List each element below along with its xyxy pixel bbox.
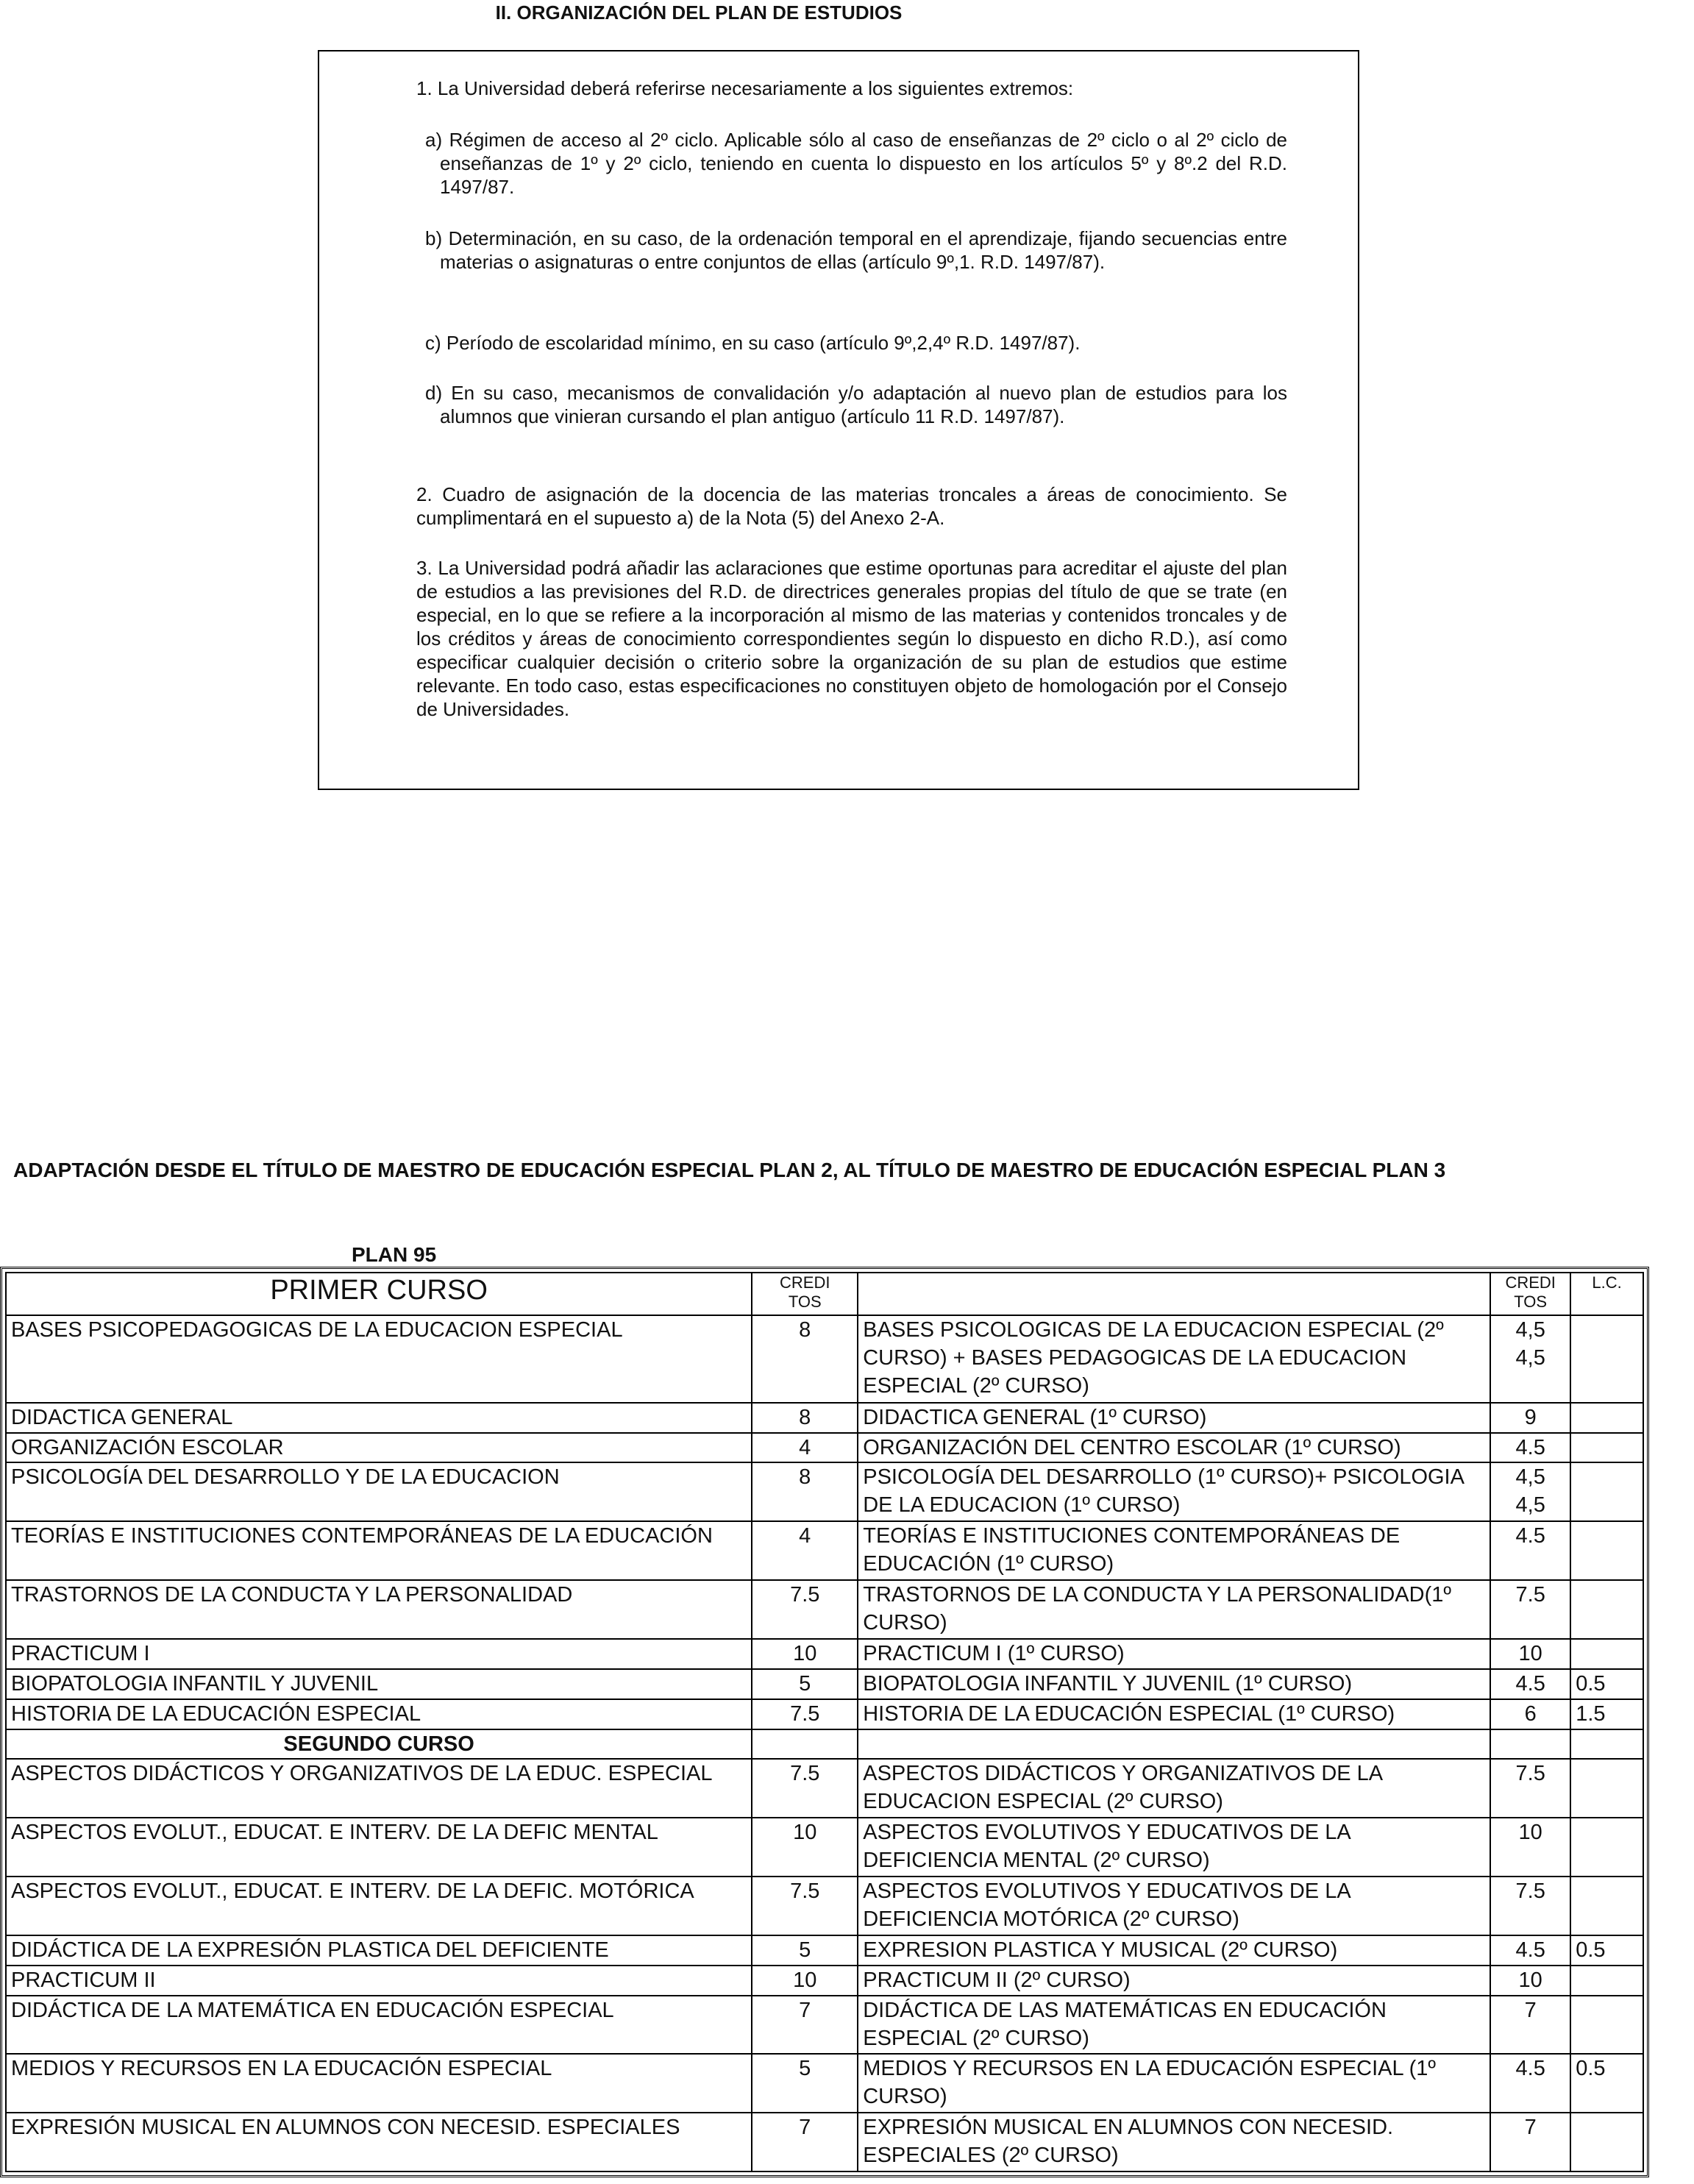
old-subject-cell: PRACTICUM I: [6, 1639, 752, 1669]
old-subject-cell: TRASTORNOS DE LA CONDUCTA Y LA PERSONALIDAD: [6, 1580, 752, 1639]
lc-cell: [1570, 1580, 1643, 1639]
new-subject-cell: BIOPATOLOGIA INFANTIL Y JUVENIL (1º CURSO): [858, 1669, 1490, 1699]
new-subject-cell: PRACTICUM I (1º CURSO): [858, 1639, 1490, 1669]
old-credits-cell: 7.5: [752, 1877, 858, 1935]
new-subject-cell: HISTORIA DE LA EDUCACIÓN ESPECIAL (1º CURSO): [858, 1699, 1490, 1729]
table-row: [6, 1315, 1643, 1403]
new-subject-cell: DIDÁCTICA DE LAS MATEMÁTICAS EN EDUCACIÓN ESPECIAL (2º CURSO): [858, 1996, 1490, 2055]
new-subject-cell: EXPRESIÓN MUSICAL EN ALUMNOS CON NECESID. ESPECIALES (2º CURSO): [858, 2113, 1490, 2171]
new-credits-cell: 10: [1490, 1966, 1570, 1996]
item-c: c) Período de escolaridad mínimo, en su caso (artículo 9º,2,4º R.D. 1497/87).: [425, 332, 1081, 354]
table-row: [6, 1759, 1643, 1818]
table-row: [6, 1433, 1643, 1463]
empty-cell: [858, 1729, 1490, 1760]
new-subject-cell: PRACTICUM II (2º CURSO): [858, 1966, 1490, 1996]
lc-cell: 0.5: [1570, 2054, 1643, 2113]
item-d: d) En su caso, mecanismos de convalidación y/o adaptación al nuevo plan de estudios para los alumnos que vinieran cursando el plan antiguo (artículo 11 R.D. 1497/87).: [425, 382, 1287, 427]
old-subject-cell: ORGANIZACIÓN ESCOLAR: [6, 1433, 752, 1463]
new-credits-cell: 4,5 4,5: [1490, 1462, 1570, 1521]
new-subject-cell: ASPECTOS DIDÁCTICOS Y ORGANIZATIVOS DE LA EDUCACION ESPECIAL (2º CURSO): [858, 1759, 1490, 1818]
old-subject-cell: ASPECTOS EVOLUT., EDUCAT. E INTERV. DE LA DEFIC. MOTÓRICA: [6, 1877, 752, 1935]
old-credits-cell: 10: [752, 1966, 858, 1996]
old-subject-cell: BASES PSICOPEDAGOGICAS DE LA EDUCACION ESPECIAL: [6, 1315, 752, 1403]
old-credits-cell: 8: [752, 1403, 858, 1433]
plan-label: PLAN 95: [352, 1243, 437, 1266]
lc-cell: 0.5: [1570, 1669, 1643, 1699]
new-credits-cell: 7.5: [1490, 1877, 1570, 1935]
new-subject-cell: TEORÍAS E INSTITUCIONES CONTEMPORÁNEAS DE EDUCACIÓN (1º CURSO): [858, 1521, 1490, 1580]
new-credits-cell: 4.5: [1490, 1669, 1570, 1699]
lc-cell: [1570, 1521, 1643, 1580]
new-credits-cell: 10: [1490, 1818, 1570, 1877]
old-subject-cell: ASPECTOS DIDÁCTICOS Y ORGANIZATIVOS DE LA EDUC. ESPECIAL: [6, 1759, 752, 1818]
lc-cell: [1570, 1759, 1643, 1818]
old-credits-cell: 7: [752, 1996, 858, 2055]
old-credits-cell: 4: [752, 1433, 858, 1463]
old-subject-cell: BIOPATOLOGIA INFANTIL Y JUVENIL: [6, 1669, 752, 1699]
adaptation-table-frame: [0, 1267, 1649, 2177]
old-credits-cell: 7.5: [752, 1580, 858, 1639]
creditos-header: [752, 1273, 858, 1315]
empty-cell: [752, 1729, 858, 1760]
new-credits-cell: 6: [1490, 1699, 1570, 1729]
creditos2-header: [1490, 1273, 1570, 1315]
creditos-header-line1: CREDI: [780, 1273, 830, 1292]
new-subject-header: [858, 1273, 1490, 1315]
table-row: [6, 1669, 1643, 1699]
table-row: [6, 2054, 1643, 2113]
new-subject-cell: MEDIOS Y RECURSOS EN LA EDUCACIÓN ESPECIAL (1º CURSO): [858, 2054, 1490, 2113]
old-subject-cell: MEDIOS Y RECURSOS EN LA EDUCACIÓN ESPECIAL: [6, 2054, 752, 2113]
item-a: a) Régimen de acceso al 2º ciclo. Aplicable sólo al caso de enseñanzas de 2º ciclo o al 2º ciclo de enseñanzas de 1º y 2º ciclo, teniendo en cuenta lo dispuesto en los artículos 5º y 8º.2 del R.D. 1497/87.: [425, 129, 1287, 198]
segundo-curso-row: [6, 1729, 1643, 1760]
old-credits-cell: 5: [752, 1669, 858, 1699]
creditos2-header-line2: TOS: [1514, 1292, 1548, 1311]
old-credits-cell: 10: [752, 1639, 858, 1669]
new-subject-cell: ASPECTOS EVOLUTIVOS Y EDUCATIVOS DE LA DEFICIENCIA MENTAL (2º CURSO): [858, 1818, 1490, 1877]
old-subject-cell: PSICOLOGÍA DEL DESARROLLO Y DE LA EDUCACION: [6, 1462, 752, 1521]
new-subject-cell: DIDACTICA GENERAL (1º CURSO): [858, 1403, 1490, 1433]
new-credits-cell: 7.5: [1490, 1759, 1570, 1818]
new-credits-cell: 7: [1490, 2113, 1570, 2171]
new-subject-cell: BASES PSICOLOGICAS DE LA EDUCACION ESPECIAL (2º CURSO) + BASES PEDAGOGICAS DE LA EDUCACION ESPECIAL (2º CURSO): [858, 1315, 1490, 1403]
lc-cell: [1570, 1966, 1643, 1996]
empty-cell: [1570, 1729, 1643, 1760]
adaptation-table: [5, 1272, 1644, 2172]
lc-cell: [1570, 2113, 1643, 2171]
new-subject-cell: PSICOLOGÍA DEL DESARROLLO (1º CURSO)+ PSICOLOGIA DE LA EDUCACION (1º CURSO): [858, 1462, 1490, 1521]
primer-curso-header: PRIMER CURSO: [6, 1273, 752, 1315]
new-subject-cell: TRASTORNOS DE LA CONDUCTA Y LA PERSONALIDAD(1º CURSO): [858, 1580, 1490, 1639]
old-credits-cell: 5: [752, 2054, 858, 2113]
table-row: [6, 1966, 1643, 1996]
creditos-header-line2: TOS: [788, 1292, 822, 1311]
table-header-row: [6, 1273, 1643, 1315]
lc-cell: [1570, 1433, 1643, 1463]
old-subject-cell: DIDÁCTICA DE LA MATEMÁTICA EN EDUCACIÓN ESPECIAL: [6, 1996, 752, 2055]
new-credits-cell: 4,5 4,5: [1490, 1315, 1570, 1403]
lc-cell: [1570, 1818, 1643, 1877]
new-credits-cell: 4.5: [1490, 2054, 1570, 2113]
old-subject-cell: DIDACTICA GENERAL: [6, 1403, 752, 1433]
old-subject-cell: HISTORIA DE LA EDUCACIÓN ESPECIAL: [6, 1699, 752, 1729]
creditos2-header-line1: CREDI: [1505, 1273, 1556, 1292]
old-credits-cell: 7.5: [752, 1699, 858, 1729]
instructions-box: [318, 50, 1359, 790]
lc-cell: [1570, 1639, 1643, 1669]
empty-cell: [1490, 1729, 1570, 1760]
new-subject-cell: EXPRESION PLASTICA Y MUSICAL (2º CURSO): [858, 1935, 1490, 1966]
new-credits-cell: 7: [1490, 1996, 1570, 2055]
segundo-curso-label: SEGUNDO CURSO: [6, 1729, 752, 1760]
table-row: [6, 1639, 1643, 1669]
lc-header: L.C.: [1570, 1273, 1643, 1315]
lc-cell: [1570, 1403, 1643, 1433]
item-2: 2. Cuadro de asignación de la docencia de las materias troncales a áreas de conocimiento. Se cumplimentará en el supuesto a) de la Nota (5) del Anexo 2-A.: [416, 483, 1287, 529]
item-3: 3. La Universidad podrá añadir las aclaraciones que estime oportunas para acreditar el ajuste del plan de estudios a las previsiones del R.D. de directrices generales propias del título de que se trate (en especial, en lo que se refiere a la incorporación al mismo de las materias y contenidos troncales y de los créditos y áreas de conocimiento correspondientes según lo dispuesto en dicho R.D.), así como especificar cualquier decisión o criterio sobre la organización de su plan de estudios que estime relevante. En todo caso, estas especificaciones no constituyen objeto de homologación por el Consejo de Universidades.: [416, 557, 1287, 720]
old-credits-cell: 8: [752, 1315, 858, 1403]
new-credits-cell: 4.5: [1490, 1521, 1570, 1580]
new-subject-cell: ORGANIZACIÓN DEL CENTRO ESCOLAR (1º CURSO): [858, 1433, 1490, 1463]
new-credits-cell: 4.5: [1490, 1433, 1570, 1463]
new-credits-cell: 4.5: [1490, 1935, 1570, 1966]
old-credits-cell: 10: [752, 1818, 858, 1877]
new-credits-cell: 10: [1490, 1639, 1570, 1669]
old-credits-cell: 4: [752, 1521, 858, 1580]
lc-cell: 0.5: [1570, 1935, 1643, 1966]
new-credits-cell: 9: [1490, 1403, 1570, 1433]
table-row: [6, 1818, 1643, 1877]
table-row: [6, 2113, 1643, 2171]
old-subject-cell: EXPRESIÓN MUSICAL EN ALUMNOS CON NECESID. ESPECIALES: [6, 2113, 752, 2171]
item-1: 1. La Universidad deberá referirse necesariamente a los siguientes extremos:: [416, 77, 1074, 99]
old-subject-cell: DIDÁCTICA DE LA EXPRESIÓN PLASTICA DEL DEFICIENTE: [6, 1935, 752, 1966]
item-b: b) Determinación, en su caso, de la ordenación temporal en el aprendizaje, fijando secuencias entre materias o asignaturas o entre conjuntos de ellas (artículo 9º,1. R.D. 1497/87).: [425, 227, 1287, 273]
lc-cell: [1570, 1462, 1643, 1521]
old-credits-cell: 7.5: [752, 1759, 858, 1818]
table-row: [6, 1935, 1643, 1966]
table-row: [6, 1877, 1643, 1935]
lc-cell: [1570, 1877, 1643, 1935]
old-credits-cell: 7: [752, 2113, 858, 2171]
table-row: [6, 1403, 1643, 1433]
table-row: [6, 1580, 1643, 1639]
lc-cell: 1.5: [1570, 1699, 1643, 1729]
lc-cell: [1570, 1996, 1643, 2055]
section-title: II. ORGANIZACIÓN DEL PLAN DE ESTUDIOS: [495, 1, 903, 24]
old-subject-cell: PRACTICUM II: [6, 1966, 752, 1996]
table-row: [6, 1996, 1643, 2055]
lc-cell: [1570, 1315, 1643, 1403]
old-credits-cell: 5: [752, 1935, 858, 1966]
adaptation-title: ADAPTACIÓN DESDE EL TÍTULO DE MAESTRO DE EDUCACIÓN ESPECIAL PLAN 2, AL TÍTULO DE MAESTRO DE EDUCACIÓN ESPECIAL PLAN 3: [13, 1159, 1446, 1181]
old-credits-cell: 8: [752, 1462, 858, 1521]
table-row: [6, 1521, 1643, 1580]
table-row: [6, 1462, 1643, 1521]
table-row: [6, 1699, 1643, 1729]
new-subject-cell: ASPECTOS EVOLUTIVOS Y EDUCATIVOS DE LA DEFICIENCIA MOTÓRICA (2º CURSO): [858, 1877, 1490, 1935]
new-credits-cell: 7.5: [1490, 1580, 1570, 1639]
old-subject-cell: TEORÍAS E INSTITUCIONES CONTEMPORÁNEAS DE LA EDUCACIÓN: [6, 1521, 752, 1580]
old-subject-cell: ASPECTOS EVOLUT., EDUCAT. E INTERV. DE LA DEFIC MENTAL: [6, 1818, 752, 1877]
